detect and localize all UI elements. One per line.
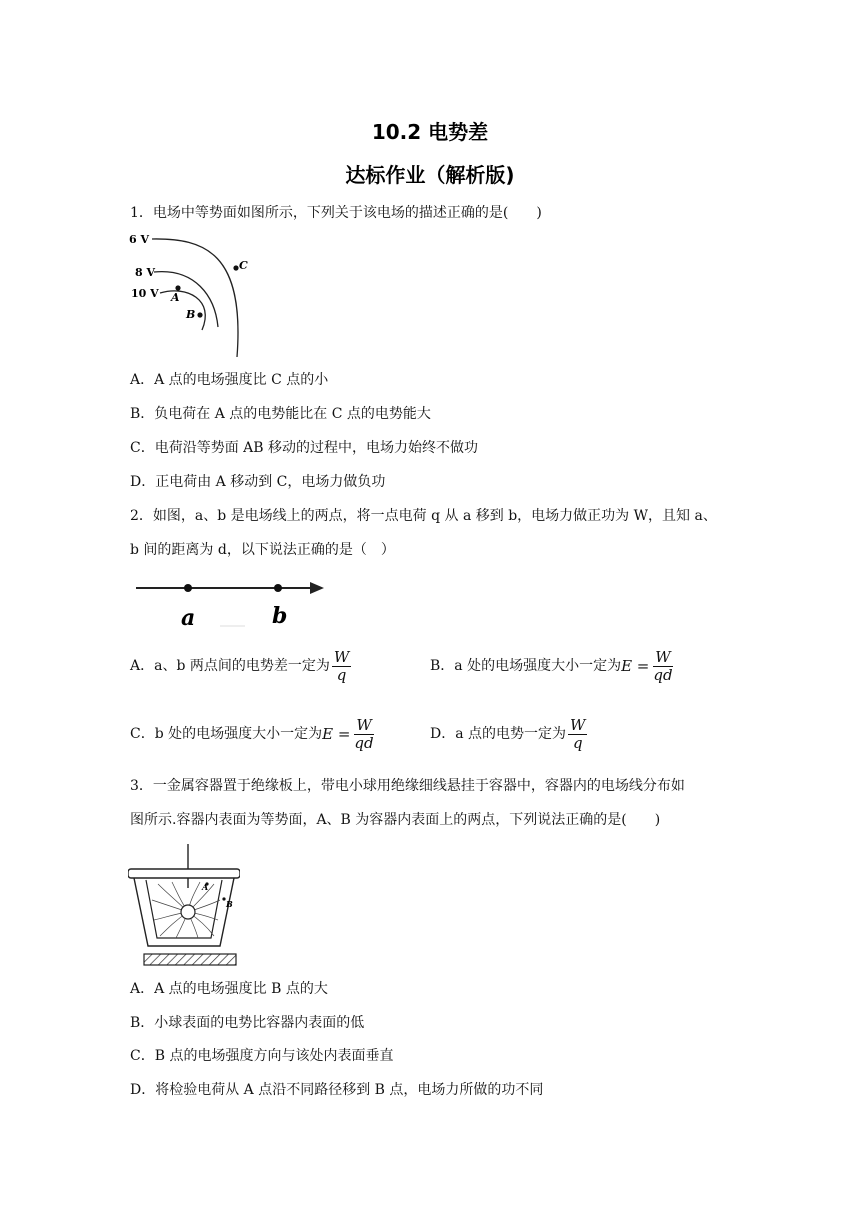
- q1-option-c: C．电荷沿等势面 AB 移动的过程中，电场力始终不做功: [130, 440, 479, 456]
- label-a: A: [202, 882, 209, 892]
- q2-option-a-fraction: [332, 649, 351, 684]
- q3-option-c: C．B 点的电场强度方向与该处内表面垂直: [130, 1048, 394, 1064]
- fraction-numerator: W: [655, 647, 671, 666]
- label-8v: 8 V: [135, 266, 156, 279]
- q1-option-a: A．A 点的电场强度比 C 点的小: [130, 372, 329, 388]
- q2-option-c-fraction: [352, 717, 375, 752]
- q2-field-line-figure: [130, 570, 330, 632]
- equipotential-10v: [160, 291, 205, 330]
- q3-container-figure: [128, 842, 240, 968]
- q2-option-c-text: C．b 处的电场强度大小一定为: [130, 726, 323, 742]
- equipotential-6v: [152, 239, 238, 357]
- field-arrow-icon: [310, 582, 324, 594]
- q3-option-d: D．将检验电荷从 A 点沿不同路径移到 B 点，电场力所做的功不同: [130, 1082, 544, 1098]
- q2-option-b-text: B．a 处的电场强度大小一定为: [430, 658, 622, 674]
- q2-option-d-fraction: [568, 717, 587, 752]
- q2-option-d-text: D．a 点的电势一定为: [430, 726, 567, 742]
- label-a: a: [181, 605, 196, 631]
- q3-stem-line2: 图所示.容器内表面为等势面，A、B 为容器内表面上的两点，下列说法正确的是( ): [130, 812, 661, 828]
- point-c-dot: [233, 265, 238, 270]
- label-10v: 10 V: [131, 287, 159, 300]
- q3-stem-line1: 3．一金属容器置于绝缘板上，带电小球用绝缘细线悬挂于容器中，容器内的电场线分布如: [130, 778, 685, 794]
- label-c: C: [239, 259, 248, 272]
- fraction-denominator: q: [336, 665, 347, 684]
- label-6v: 6 V: [129, 233, 150, 246]
- q2-option-b: [430, 646, 675, 686]
- q1-option-d: D．正电荷由 A 移动到 C，电场力做负功: [130, 474, 386, 490]
- q2-option-b-eq: E =: [621, 657, 650, 675]
- q2-option-b-fraction: [651, 649, 674, 684]
- page-subtitle: 达标作业（解析版): [345, 163, 515, 187]
- fraction-numerator: W: [570, 715, 586, 734]
- label-b: B: [186, 308, 196, 321]
- q2-option-c-eq: E =: [322, 725, 351, 743]
- point-b-dot: [274, 584, 282, 592]
- q2-option-d: [430, 714, 587, 754]
- fraction-numerator: W: [356, 715, 372, 734]
- page-title: 10.2 电势差: [371, 120, 489, 144]
- q2-stem-line2: b 间的距离为 d，以下说法正确的是（ ）: [130, 542, 395, 558]
- fraction-numerator: W: [333, 647, 350, 666]
- q2-option-a: [130, 646, 351, 686]
- insulating-plate: [144, 954, 236, 965]
- q2-option-a-text: A．a、b 两点间的电势差一定为: [130, 658, 330, 674]
- q2-option-c: [130, 714, 376, 754]
- q3-option-b: B．小球表面的电势比容器内表面的低: [130, 1015, 365, 1031]
- label-b: b: [272, 603, 288, 629]
- q1-stem: 1．电场中等势面如图所示，下列关于该电场的描述正确的是( ): [130, 205, 542, 221]
- q3-option-a: A．A 点的电场强度比 B 点的大: [130, 981, 328, 997]
- label-b: B: [226, 899, 233, 909]
- point-a-dot: [175, 285, 180, 290]
- container-rim: [128, 869, 240, 878]
- point-b-dot: [197, 312, 202, 317]
- q1-equipotential-figure: [125, 228, 265, 360]
- charged-ball: [181, 905, 195, 919]
- fraction-denominator: q: [572, 733, 583, 752]
- point-a-dot: [184, 584, 192, 592]
- q2-stem-line1: 2．如图，a、b 是电场线上的两点，将一点电荷 q 从 a 移到 b，电场力做正功为 W，且知 a、: [130, 508, 717, 524]
- fraction-denominator: qd: [653, 665, 673, 684]
- q1-option-b: B．负电荷在 A 点的电势能比在 C 点的电势能大: [130, 406, 431, 422]
- fraction-denominator: qd: [354, 733, 374, 752]
- label-a: A: [171, 291, 180, 304]
